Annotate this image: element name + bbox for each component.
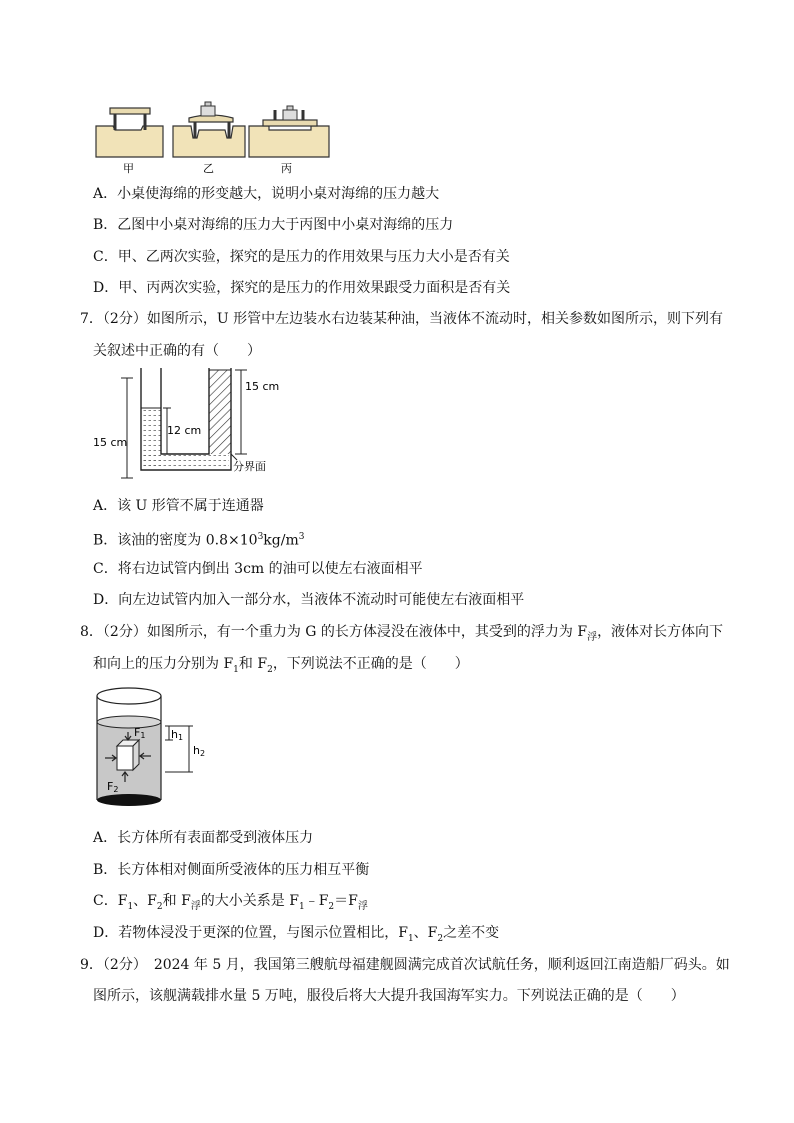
q7-option-b (93, 528, 304, 550)
q8-c-s4: 1 (298, 901, 305, 912)
q8-d-end: 之差不变 (443, 925, 500, 941)
q8-option-d (93, 924, 499, 948)
sponge-yi (173, 102, 245, 157)
h2-label: h2 (193, 744, 206, 758)
q8-d-s2: 2 (437, 933, 444, 944)
h1-label: h1 (171, 728, 184, 742)
q8-option-b: B．长方体相对侧面所受液体的压力相互平衡 (93, 862, 370, 878)
q9-stem-line1: 9．（2分） 2024 年 5 月，我国第三艘航母福建舰圆满完成首次试航任务，顺利返回江南造船厂码头。如 (80, 957, 730, 973)
label-jia: 甲 (123, 162, 134, 175)
q8-c-c: 的大小关系是 F (200, 893, 299, 909)
q6-option-a: A．小桌使海绵的形变越大，说明小桌对海绵的压力越大 (93, 186, 440, 202)
q8-stem2-sub1: 1 (233, 664, 239, 675)
q8-c-s2: 2 (156, 901, 163, 912)
label-bing: 丙 (281, 162, 292, 175)
mid-height-label: 12 cm (167, 424, 202, 437)
q8-c-a: 、F (133, 893, 157, 909)
q8-c-pre: C．F (93, 893, 128, 909)
q7-option-d: D．向左边试管内加入一部分水，当液体不流动时可能使左右液面相平 (93, 592, 525, 608)
q8-c-s3: 浮 (190, 900, 201, 912)
figure-u-tube (93, 368, 293, 488)
q8-d-mid: 、F (413, 925, 438, 941)
q7-stem-line2: 关叙述中正确的有（ ） (93, 343, 261, 359)
q8-stem-line1 (80, 623, 723, 647)
q8-option-a: A．长方体所有表面都受到液体压力 (93, 830, 314, 846)
q8-c-s1: 1 (127, 901, 134, 912)
figure-submerged-block (93, 684, 223, 812)
q8-c-b: 和 F (162, 893, 191, 909)
q7-b-exp2: 3 (298, 532, 305, 542)
q8-c-d: ﹣F (304, 893, 329, 909)
sponge-jia (96, 108, 163, 157)
q7-b-unit: kg/m (263, 532, 299, 549)
figure-sponge-experiments (93, 100, 333, 178)
q8-d-pre: D．若物体浸没于更深的位置，与图示位置相比，F (93, 925, 408, 941)
left-height-label: 15 cm (93, 436, 128, 449)
q8-stem-sub: 浮 (587, 631, 598, 643)
q8-c-s6: 浮 (357, 900, 368, 912)
f1-label: F1 (134, 726, 146, 740)
q7-b-exp1: 3 (257, 532, 264, 542)
q8-c-s5: 2 (328, 901, 335, 912)
q9-stem-line2: 图所示，该舰满载排水量 5 万吨，服役后将大大提升我国海军实力。下列说法正确的是（ ） (93, 988, 685, 1004)
q8-stem-text: 8．（2分）如图所示，有一个重力为 G 的长方体浸没在液体中，其受到的浮力为 F (80, 624, 588, 640)
q8-d-s1: 1 (407, 933, 414, 944)
q8-c-e: ＝F (334, 893, 358, 909)
q8-stem2-sub2: 2 (267, 664, 273, 675)
label-yi: 乙 (203, 162, 214, 175)
q8-stem-end: ，液体对长方体向下 (597, 624, 724, 640)
q8-stem2-mid: 和 F (238, 656, 268, 672)
right-height-label: 15 cm (245, 380, 280, 393)
interface-label: 分界面 (233, 460, 266, 473)
q7-b-text: B．该油的密度为 0.8×10 (93, 532, 258, 549)
q6-option-b: B．乙图中小桌对海绵的压力大于丙图中小桌对海绵的压力 (93, 217, 454, 233)
q8-option-c (93, 892, 368, 916)
q6-option-c: C．甲、乙两次实验，探究的是压力的作用效果与压力大小是否有关 (93, 249, 510, 265)
q8-stem2-end: ，下列说法不正确的是（ ） (272, 656, 469, 672)
q8-stem2-pre: 和向上的压力分别为 F (93, 656, 234, 672)
sponge-bing (249, 106, 329, 157)
q6-option-d: D．甲、丙两次实验，探究的是压力的作用效果跟受力面积是否有关 (93, 280, 511, 296)
q7-option-c: C．将右边试管内倒出 3cm 的油可以使左右液面相平 (93, 561, 423, 577)
f2-label: F2 (107, 780, 119, 794)
q7-stem-line1: 7．（2分）如图所示，U 形管中左边装水右边装某种油，当液体不流动时，相关参数如图所示，则下列有 (80, 311, 724, 327)
q7-option-a: A．该 U 形管不属于连通器 (93, 498, 264, 514)
q8-stem-line2 (93, 655, 469, 679)
